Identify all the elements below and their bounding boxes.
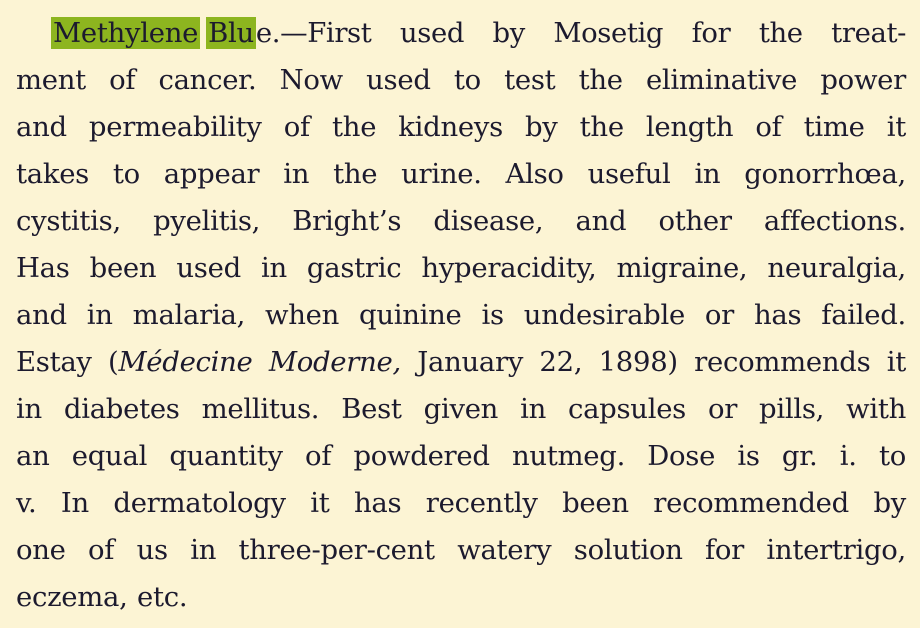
paragraph-methylene-blue (16, 10, 906, 621)
text-line-13: eczema, etc. (16, 581, 188, 613)
text-line-3: and permeability of the kidneys by the length of time it (16, 111, 906, 143)
text-line-1 (16, 10, 906, 57)
text-line-10: an equal quantity of powdered nutmeg. Dose is gr. i. to (16, 440, 906, 472)
line-8-start: Estay ( (16, 346, 119, 378)
text-line-7: and in malaria, when quinine is undesirable or has failed. (16, 299, 906, 331)
highlight-blue[interactable]: Blu (208, 17, 254, 49)
highlight-methylene[interactable]: Methylene (53, 17, 199, 49)
text-line-2: ment of cancer. Now used to test the eliminative power (16, 64, 906, 96)
text-line-8 (16, 339, 906, 386)
text-line-11: v. In dermatology it has recently been recommended by (16, 487, 906, 519)
text-line-9: in diabetes mellitus. Best given in capsules or pills, with (16, 393, 906, 425)
text-line-5: cystitis, pyelitis, Bright’s disease, and other affections. (16, 205, 906, 237)
text-line-6: Has been used in gastric hyperacidity, migraine, neuralgia, (16, 252, 906, 284)
text-line-4: takes to appear in the urine. Also useful in gonorrhœa, (16, 158, 906, 190)
text-line-12: one of us in three-per-cent watery solution for intertrigo, (16, 534, 906, 566)
line-8-end: January 22, 1898) recommends it (400, 346, 906, 378)
line-1-rest: e.—First used by Mosetig for the treat- (255, 17, 906, 49)
journal-title: Médecine Moderne, (118, 346, 401, 378)
